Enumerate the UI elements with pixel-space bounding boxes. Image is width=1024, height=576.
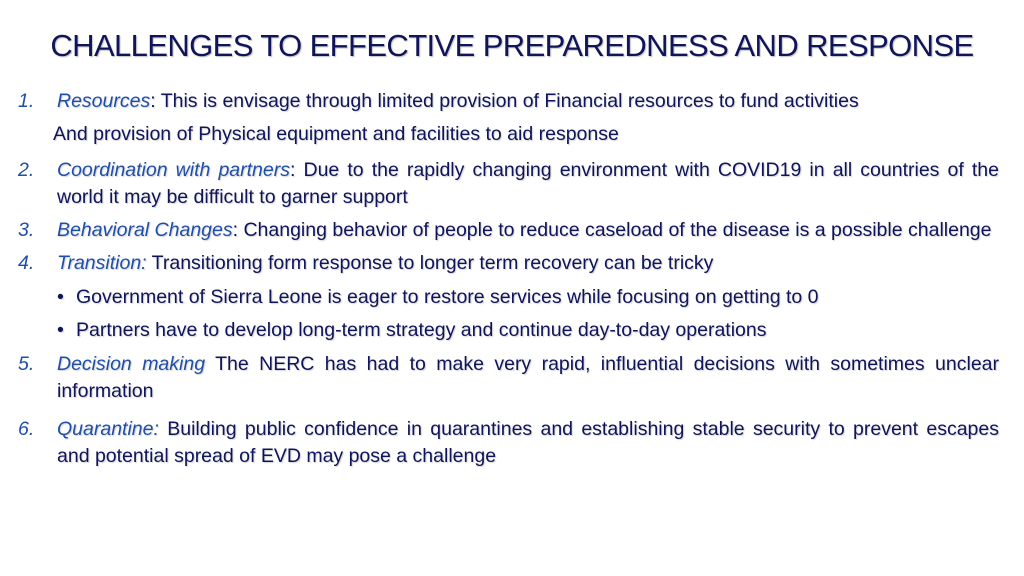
list-item-resources [0, 88, 1024, 115]
item-body: Changing behavior of people to reduce caseload of the disease is a possible challenge [243, 219, 992, 241]
item-text [57, 217, 999, 244]
list-item-behavioral-changes [0, 217, 1024, 244]
item-number: 6. [18, 418, 35, 440]
item-separator: : [150, 90, 161, 112]
item-body: Transitioning form response to longer term recovery can be tricky [151, 252, 714, 274]
item-body: Building public confidence in quarantines and establishing stable security to prevent escapes and potential spread of EVD may pose a challenge [57, 418, 999, 467]
item-lead: Coordination with partners [57, 159, 290, 181]
bullet-text: Government of Sierra Leone is eager to restore services while focusing on getting to 0 [76, 286, 819, 308]
item-separator [159, 418, 167, 440]
item-separator: : [289, 159, 304, 181]
item-number: 2. [18, 159, 35, 181]
item-text [57, 88, 999, 115]
item-text [57, 250, 999, 277]
transition-bullets [57, 281, 1024, 347]
item-lead: Behavioral Changes [57, 219, 233, 241]
item-body: Due to the rapidly changing environment with COVID19 in all countries of the world it may be difficult to garner support [57, 159, 999, 208]
item-text [57, 416, 999, 470]
item-lead: Transition: [57, 252, 147, 274]
bullet-text: Partners have to develop long-term strategy and continue day-to-day operations [76, 319, 767, 341]
bullet-item [57, 314, 1024, 347]
item-lead: Resources [57, 90, 151, 112]
item-lead: Decision making [57, 353, 206, 375]
item-lead: Quarantine: [57, 418, 159, 440]
bullet-icon: • [57, 319, 64, 341]
item-text [57, 157, 999, 211]
item-number: 4. [18, 252, 35, 274]
item-text [57, 351, 999, 405]
item-number: 3. [18, 219, 35, 241]
bullet-item [57, 281, 1024, 314]
list-item-quarantine [0, 416, 1024, 470]
item-separator [205, 353, 215, 375]
item-body: This is envisage through limited provision of Financial resources to fund activities [160, 90, 859, 112]
list-item-decision-making [0, 351, 1024, 405]
item-separator: : [232, 219, 244, 241]
slide-title: CHALLENGES TO EFFECTIVE PREPAREDNESS AND RESPONSE [50, 28, 974, 63]
item-number: 1. [18, 90, 35, 112]
challenge-list [0, 88, 1024, 476]
item-body: The NERC has had to make very rapid, influential decisions with sometimes unclear information [57, 353, 999, 402]
resources-extra-line: And provision of Physical equipment and facilities to aid response [53, 123, 619, 145]
list-item-coordination [0, 157, 1024, 211]
item-number: 5. [18, 353, 35, 375]
bullet-icon: • [57, 286, 64, 308]
list-item-transition [0, 250, 1024, 347]
